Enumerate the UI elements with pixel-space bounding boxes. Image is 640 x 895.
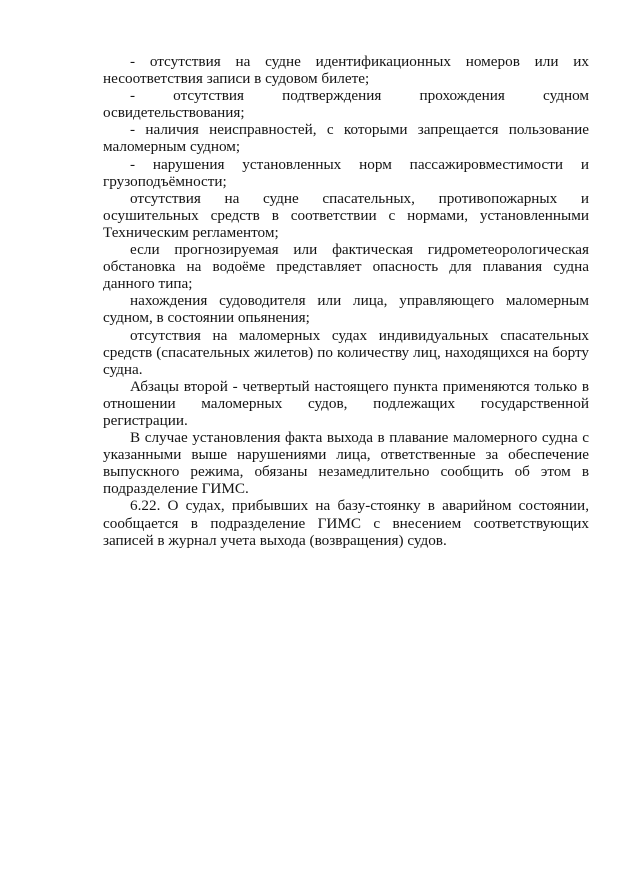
paragraph-id-numbers: - отсутствия на судне идентификационных номеров или их несоответствия записи в судовом билете;	[103, 53, 589, 88]
paragraph-weather: если прогнозируемая или фактическая гидрометеорологическая обстановка на водоёме представляет опасность для плавания судна данного типа;	[103, 241, 589, 293]
paragraph-inspection: - отсутствия подтверждения прохождения судном освидетельствования;	[103, 87, 589, 122]
paragraph-safety-equipment: отсутствия на судне спасательных, противопожарных и осушительных средств в соответствии с нормами, установленными Техническим регламентом;	[103, 189, 589, 241]
document-body	[103, 53, 589, 549]
paragraph-malfunctions: - наличия неисправностей, с которыми запрещается пользование маломерным судном;	[103, 121, 589, 156]
paragraph-reporting: В случае установления факта выхода в плавание маломерного судна с указанными выше нарушениями лица, ответственные за обеспечение выпускного режима, обязаны незамедлительно сообщить об этом в подразделение ГИМС.	[103, 429, 589, 498]
paragraph-6-22: 6.22. О судах, прибывших на базу-стоянку в аварийном состоянии, сообщается в подразделение ГИМС с внесением соответствующих записей в журнал учета выхода (возвращения) судов.	[103, 497, 589, 549]
paragraph-life-jackets: отсутствия на маломерных судах индивидуальных спасательных средств (спасательных жилетов) по количеству лиц, находящихся на борту судна.	[103, 326, 589, 378]
paragraph-intoxication: нахождения судоводителя или лица, управляющего маломерным судном, в состоянии опьянения;	[103, 292, 589, 327]
paragraph-capacity: - нарушения установленных норм пассажировместимости и грузоподъёмности;	[103, 155, 589, 190]
paragraph-applicability: Абзацы второй - четвертый настоящего пункта применяются только в отношении маломерных судов, подлежащих государственной регистрации.	[103, 377, 589, 429]
